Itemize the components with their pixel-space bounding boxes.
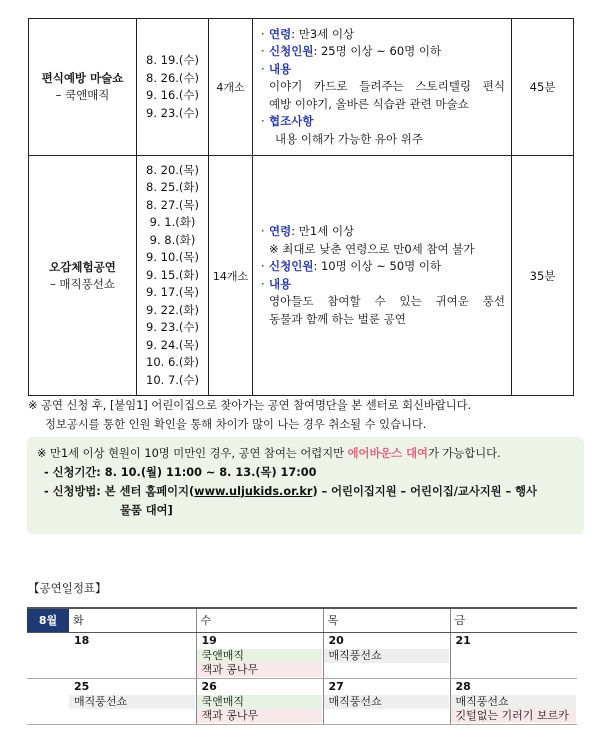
program-table	[28, 18, 574, 396]
apply-method	[37, 482, 576, 501]
calendar-gutter	[27, 678, 69, 724]
apply-text: : 25명 이상 ~ 60명 이하	[313, 44, 442, 59]
program-date: 8. 20.(목)	[146, 162, 199, 177]
program-info-cell: · 연령: 만1세 이상 ※ 최대로 낮춘 연령으로 만0세 참여 불가 · 신청인원: 10명 이상 ~ 50명 이하 · 내용 영아들도 참여할 수 있는 귀여운 풍선 동물과 함께 하는 벌룬 공연	[253, 156, 512, 396]
program-dates-cell	[137, 156, 209, 396]
content-label: 내용	[269, 61, 292, 76]
notice-line: ※ 공연 신청 후, [붙임1] 어린이집으로 찾아가는 공연 참여명단을 본 센터로 회신바랍니다.	[28, 399, 472, 412]
day-number: 18	[74, 633, 90, 647]
program-name-cell	[29, 19, 137, 156]
program-date: 8. 25.(화)	[146, 180, 199, 195]
day-number: 19	[201, 633, 217, 647]
program-date: 9. 23.(수)	[146, 320, 199, 335]
calendar-day	[323, 632, 450, 678]
notice-text	[28, 396, 573, 434]
schedule-title: 【공연일정표】	[28, 581, 107, 595]
coop-text: 내용 이해가 가능한 유아 위주	[275, 131, 423, 146]
program-date: 9. 22.(화)	[146, 302, 199, 317]
day-number: 21	[455, 633, 471, 647]
event[interactable]: 매직풍선쇼	[451, 695, 577, 709]
weekday-label: 수	[196, 608, 323, 632]
program-row	[29, 156, 574, 396]
program-title: 편식예방 마술쇼	[41, 71, 124, 85]
event[interactable]: 잭과 콩나무	[197, 709, 322, 723]
content-line: 영아들도 참여할 수 있는 귀여운 풍선	[269, 294, 505, 308]
homepage-link[interactable]: www.uljukids.or.kr	[194, 485, 313, 498]
calendar-day	[450, 632, 577, 678]
event[interactable]: 매직풍선쇼	[324, 695, 449, 709]
event[interactable]: 매직풍선쇼	[324, 649, 449, 663]
notice-line: 정보공시를 통한 인원 확인을 통해 차이가 많이 나는 경우 취소될 수 있습니다.	[45, 418, 427, 431]
event[interactable]: 잭과 콩나무	[197, 663, 322, 677]
content-line: 이야기 카드로 들려주는 스토리텔링 편식	[269, 79, 505, 94]
program-date: 9. 8.(화)	[149, 232, 196, 247]
day-number: 27	[328, 679, 344, 693]
content-label: 내용	[269, 276, 292, 291]
program-title: 오감체험공연	[49, 259, 116, 274]
method-text: ) – 어린이집지원 – 어린이집/교사지원 – 행사	[312, 485, 537, 498]
method-text: - 신청방법: 본 센터 홈페이지(	[44, 485, 195, 498]
schedule-calendar	[27, 607, 577, 725]
apply-label: 신청인원	[269, 44, 314, 59]
event[interactable]: 쿡앤매직	[197, 649, 322, 663]
calendar-week	[27, 632, 577, 678]
info-box	[27, 437, 584, 534]
weekday-label: 화	[69, 608, 196, 632]
apply-label: 신청인원	[269, 259, 314, 273]
program-date: 10. 6.(화)	[146, 355, 199, 370]
calendar-day	[196, 632, 323, 678]
program-date: 9. 10.(목)	[146, 250, 199, 265]
program-dates-cell	[137, 19, 209, 156]
program-date: 9. 16.(수)	[146, 88, 199, 102]
apply-period: - 신청기간: 8. 10.(월) 11:00 ~ 8. 13.(목) 17:00	[44, 466, 317, 479]
program-row	[29, 19, 574, 156]
event[interactable]: 깃털없는 기러기 보르카	[451, 709, 577, 723]
day-number: 25	[74, 679, 90, 693]
age-label: 연령	[269, 224, 292, 238]
program-date: 9. 17.(목)	[146, 285, 199, 300]
age-text: : 만3세 이상	[291, 26, 355, 41]
coop-label: 협조사항	[269, 114, 314, 129]
event[interactable]: 매직풍선쇼	[69, 695, 195, 709]
program-count: 4개소	[209, 19, 253, 156]
program-date: 9. 1.(화)	[149, 215, 196, 230]
weekday-label: 금	[450, 608, 577, 632]
program-subtitle: – 매직풍선쇼	[50, 276, 115, 291]
calendar-week	[27, 678, 577, 724]
day-number: 20	[328, 633, 344, 647]
program-date: 9. 24.(목)	[146, 337, 199, 352]
info-text: 가 가능합니다.	[427, 447, 501, 460]
day-number: 28	[455, 679, 471, 693]
program-date: 8. 26.(수)	[146, 70, 199, 85]
month-label: 8월	[27, 608, 69, 632]
event[interactable]: 쿡앤매직	[197, 695, 322, 709]
air-bounce-highlight: 에어바운스 대여	[347, 447, 428, 460]
calendar-gutter	[27, 632, 69, 678]
calendar-day	[196, 678, 323, 724]
age-note: ※ 최대로 낮춘 연령으로 만0세 참여 불가	[269, 241, 475, 256]
apply-text: : 10명 이상 ~ 50명 이하	[313, 259, 442, 273]
content-line: 동물과 함께 하는 벌룬 공연	[269, 311, 406, 326]
program-count: 14개소	[209, 156, 253, 396]
program-date: 9. 15.(화)	[146, 267, 199, 282]
program-date: 8. 27.(목)	[146, 197, 199, 212]
content-line: 예방 이야기, 올바른 식습관 관련 마술쇼	[269, 96, 469, 111]
calendar-day	[450, 678, 577, 724]
info-text: ※ 만1세 이상 현원이 10명 미만인 경우, 공연 참여는 어렵지만	[37, 447, 348, 460]
program-date: 8. 19.(수)	[146, 53, 199, 67]
calendar-header	[27, 608, 577, 632]
weekday-label: 목	[323, 608, 450, 632]
program-name-cell	[29, 156, 137, 396]
calendar-day	[323, 678, 450, 724]
program-date: 10. 7.(수)	[146, 372, 199, 387]
age-text: : 만1세 이상	[291, 224, 355, 238]
program-duration: 45분	[512, 19, 574, 156]
day-number: 26	[201, 679, 217, 693]
calendar-day	[69, 678, 196, 724]
age-label: 연령	[269, 26, 292, 41]
program-duration: 35분	[512, 156, 574, 396]
program-date: 9. 23.(수)	[146, 105, 199, 120]
info-line	[37, 444, 576, 463]
program-subtitle: – 쿡앤매직	[55, 88, 110, 102]
program-info-cell: · 연령: 만3세 이상 · 신청인원: 25명 이상 ~ 60명 이하 · 내용 이야기 카드로 들려주는 스토리텔링 편식 예방 이야기, 올바른 식습관 관련 마술쇼 · 협조사항 내용 이해가 가능한 유아 위주	[253, 19, 512, 156]
calendar-day	[69, 632, 196, 678]
apply-method-cont: 물품 대여]	[120, 504, 173, 517]
